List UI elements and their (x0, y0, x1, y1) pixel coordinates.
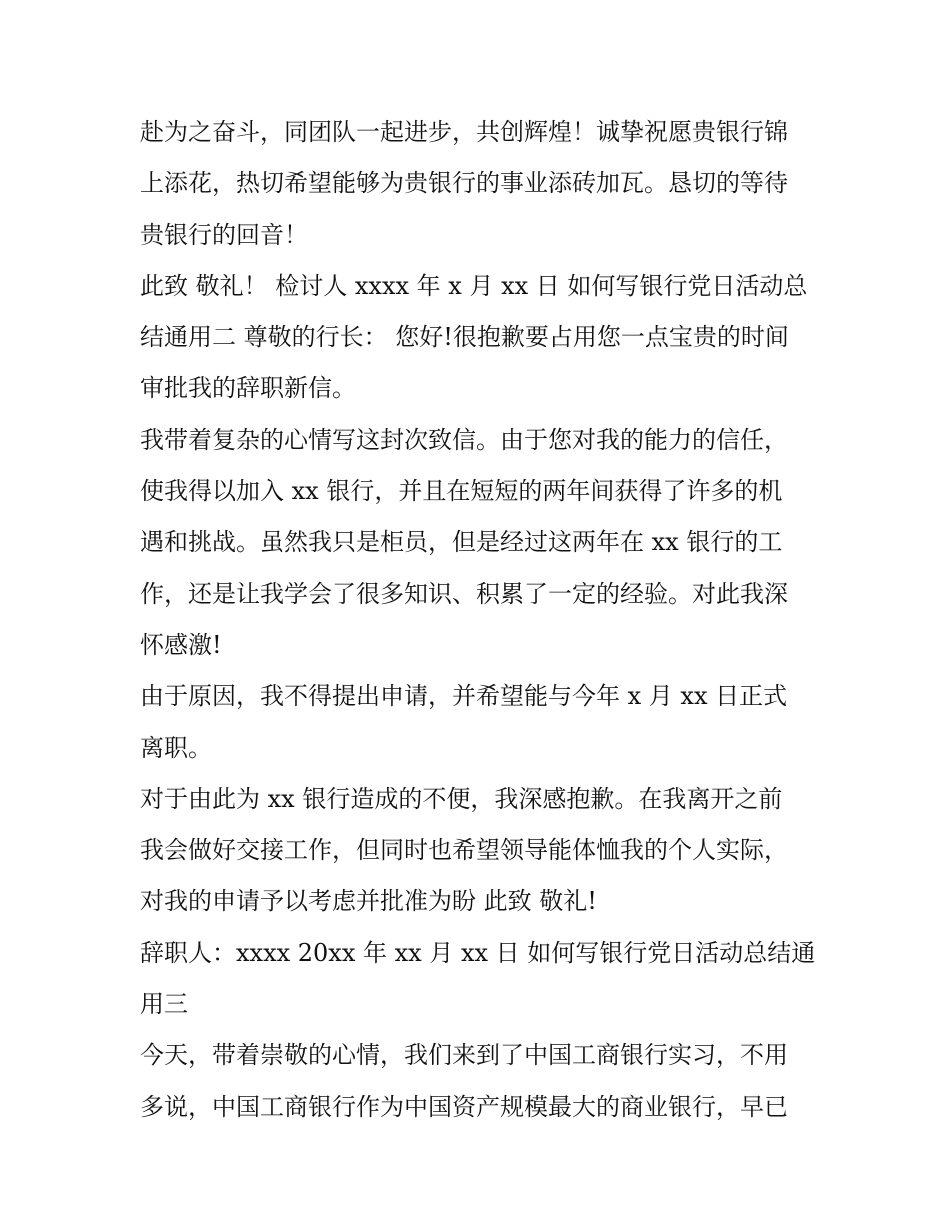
text-line-12: 由于原因，我不得提出申请，并希望能与今年 x 月 xx 日正式 (140, 682, 788, 711)
text-line-14: 对于由此为 xx 银行造成的不便，我深感抱歉。在我离开之前 (140, 784, 783, 813)
text-line-7: 我带着复杂的心情写这封次致信。由于您对我的能力的信任， (140, 425, 788, 454)
text-line-15: 我会做好交接工作，但同时也希望领导能体恤我的个人实际， (140, 836, 788, 865)
text-line-16: 对我的申请予以考虑并批准为盼 此致 敬礼! (140, 887, 597, 916)
text-line-4: 此致 敬礼！ 检讨人 xxxx 年 x 月 xx 日 如何写银行党日活动总 (140, 271, 808, 300)
text-line-17: 辞职人：xxxx 20xx 年 xx 月 xx 日 如何写银行党日活动总结通 (140, 938, 816, 967)
text-line-18: 用三 (140, 990, 188, 1019)
text-line-2: 上添花，热切希望能够为贵银行的事业添砖加瓦。恳切的等待 (140, 169, 788, 198)
text-line-3: 贵银行的回音！ (140, 220, 308, 249)
text-line-11: 怀感激! (140, 630, 222, 659)
document-body (140, 107, 830, 1133)
text-line-19: 今天，带着崇敬的心情，我们来到了中国工商银行实习，不用 (140, 1041, 788, 1070)
text-line-6: 审批我的辞职新信。 (140, 374, 356, 403)
text-line-8: 使我得以加入 xx 银行，并且在短短的两年间获得了许多的机 (140, 477, 783, 506)
text-line-5: 结通用二 尊敬的行长： 您好!很抱歉要占用您一点宝贵的时间 (140, 323, 789, 352)
text-line-9: 遇和挑战。虽然我只是柜员，但是经过这两年在 xx 银行的工 (140, 528, 783, 557)
text-line-13: 离职。 (140, 733, 212, 762)
text-line-10: 作，还是让我学会了很多知识、积累了一定的经验。对此我深 (140, 579, 788, 608)
text-line-1: 赴为之奋斗，同团队一起进步，共创辉煌！诚挚祝愿贵银行锦 (140, 118, 788, 146)
text-line-20: 多说，中国工商银行作为中国资产规模最大的商业银行，早已 (140, 1092, 788, 1121)
